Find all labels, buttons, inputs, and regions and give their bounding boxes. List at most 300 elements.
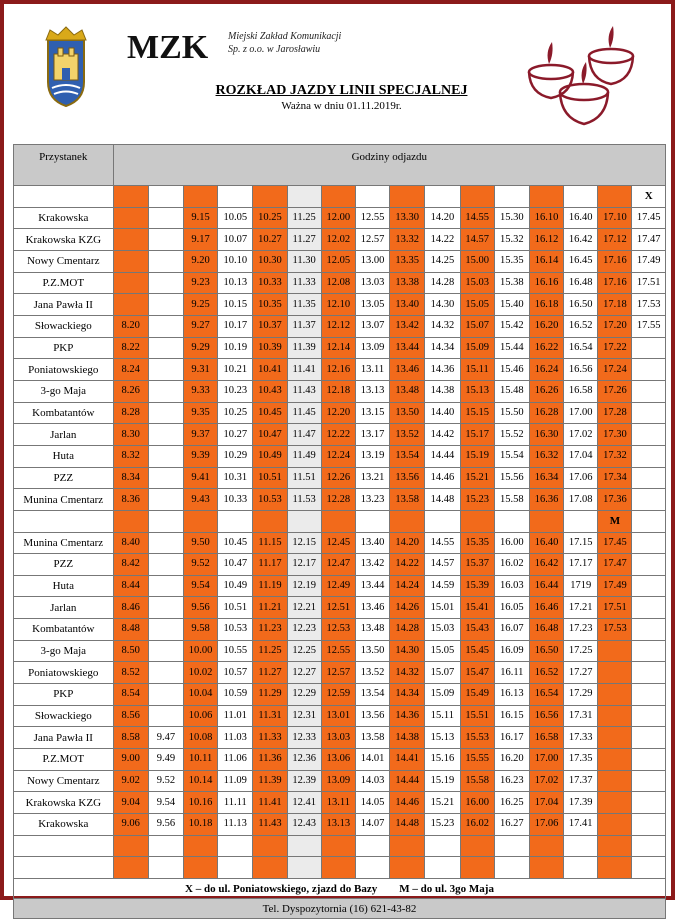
time-cell: 13.54 [355, 684, 389, 706]
time-cell: 16.00 [460, 792, 494, 814]
time-cell: 11.45 [287, 402, 321, 424]
time-cell [632, 467, 666, 489]
table-row [14, 575, 666, 597]
time-cell: 11.33 [253, 727, 287, 749]
time-cell: 11.27 [287, 229, 321, 251]
time-cell: 14.38 [425, 380, 460, 402]
mzk-logo [125, 28, 225, 64]
time-cell: 15.30 [494, 207, 529, 229]
time-cell: 11.21 [253, 597, 287, 619]
time-cell: 12.55 [321, 640, 355, 662]
time-cell: 16.26 [529, 380, 563, 402]
time-cell: 16.48 [529, 619, 563, 641]
time-cell: 11.47 [287, 424, 321, 446]
time-cell: 14.22 [425, 229, 460, 251]
time-cell: 13.09 [355, 337, 389, 359]
time-cell: 13.23 [355, 489, 389, 511]
time-cell: 15.53 [460, 727, 494, 749]
time-cell: 14.36 [425, 359, 460, 381]
time-cell: 17.29 [564, 684, 598, 706]
time-cell [148, 380, 183, 402]
time-cell: 17.21 [564, 597, 598, 619]
time-cell: 17.39 [564, 792, 598, 814]
time-cell [113, 272, 148, 294]
time-cell: 12.28 [321, 489, 355, 511]
time-cell: 15.43 [460, 619, 494, 641]
time-cell: 15.47 [460, 662, 494, 684]
time-cell: 17.33 [564, 727, 598, 749]
time-cell [632, 359, 666, 381]
time-cell: 15.19 [425, 770, 460, 792]
time-cell: 10.33 [253, 272, 287, 294]
time-cell: 16.44 [529, 575, 563, 597]
company-line-1: Miejski Zakład Komunikacji [228, 31, 342, 42]
marker-cell [113, 186, 148, 208]
validity-date: Ważna w dniu 01.11.2019r. [281, 100, 402, 112]
time-cell: 12.47 [321, 554, 355, 576]
time-cell: 9.56 [148, 814, 183, 836]
time-cell: 13.40 [355, 532, 389, 554]
stop-name: PZZ [14, 467, 114, 489]
time-cell: 16.15 [494, 705, 529, 727]
time-cell: 16.50 [529, 640, 563, 662]
time-cell [632, 445, 666, 467]
time-cell [632, 380, 666, 402]
marker-cell [113, 510, 148, 532]
stop-name: Nowy Cmentarz [14, 770, 114, 792]
time-cell: 13.00 [355, 250, 389, 272]
time-cell: 13.56 [355, 705, 389, 727]
times-column-header: Godziny odjazdu [113, 145, 665, 186]
time-cell: 17.16 [598, 250, 632, 272]
time-cell: 15.07 [425, 662, 460, 684]
time-cell: 14.48 [390, 814, 425, 836]
time-cell [148, 402, 183, 424]
empty-cell [632, 835, 666, 857]
time-cell: 10.37 [253, 315, 287, 337]
time-cell: 10.27 [253, 229, 287, 251]
time-cell: 12.16 [321, 359, 355, 381]
time-cell: 16.13 [494, 684, 529, 706]
time-cell: 15.55 [460, 749, 494, 771]
time-cell [113, 207, 148, 229]
table-row [14, 207, 666, 229]
time-cell: 12.02 [321, 229, 355, 251]
time-cell [632, 337, 666, 359]
time-cell: 15.13 [425, 727, 460, 749]
time-cell [632, 619, 666, 641]
time-cell: 12.25 [287, 640, 321, 662]
time-cell: 8.20 [113, 315, 148, 337]
time-cell: 11.35 [287, 294, 321, 316]
stop-column-header: Przystanek [14, 145, 114, 186]
empty-cell [425, 835, 460, 857]
table-row [14, 749, 666, 771]
marker-cell [355, 186, 389, 208]
stop-name: PZZ [14, 554, 114, 576]
time-cell: 16.28 [529, 402, 563, 424]
marker-cell [321, 510, 355, 532]
empty-cell [425, 857, 460, 879]
time-cell: 12.00 [321, 207, 355, 229]
time-cell: 12.29 [287, 684, 321, 706]
time-cell: 14.32 [425, 315, 460, 337]
time-cell: 11.33 [287, 272, 321, 294]
time-cell: 10.23 [218, 380, 253, 402]
time-cell: 11.43 [253, 814, 287, 836]
time-cell: 15.49 [460, 684, 494, 706]
stop-name: Krakowska [14, 814, 114, 836]
marker-cell [564, 510, 598, 532]
time-cell: 17.45 [598, 532, 632, 554]
marker-cell [460, 510, 494, 532]
stop-name: Jana Pawła II [14, 727, 114, 749]
time-cell: 9.20 [183, 250, 217, 272]
time-cell: 15.09 [425, 684, 460, 706]
time-cell: 10.59 [218, 684, 253, 706]
time-cell [148, 467, 183, 489]
empty-cell [113, 857, 148, 879]
stop-name: Nowy Cmentarz [14, 250, 114, 272]
time-cell: 11.43 [287, 380, 321, 402]
company-line-2: Sp. z o.o. w Jarosławiu [228, 44, 321, 55]
empty-cell [390, 857, 425, 879]
marker-cell [287, 186, 321, 208]
time-cell: 17.18 [598, 294, 632, 316]
time-cell: 15.11 [425, 705, 460, 727]
table-row [14, 619, 666, 641]
time-cell [148, 229, 183, 251]
time-cell: 13.42 [390, 315, 425, 337]
time-cell [632, 727, 666, 749]
empty-cell [564, 835, 598, 857]
empty-cell [253, 835, 287, 857]
empty-cell [494, 835, 529, 857]
time-cell: 15.42 [494, 315, 529, 337]
time-cell: 16.42 [529, 554, 563, 576]
table-header-row [14, 145, 666, 186]
time-cell: 13.54 [390, 445, 425, 467]
stop-name: Jarlan [14, 424, 114, 446]
time-cell: 11.27 [253, 662, 287, 684]
time-cell: 17.08 [564, 489, 598, 511]
time-cell: 17.47 [598, 554, 632, 576]
time-cell: 12.55 [355, 207, 389, 229]
time-cell: 17.31 [564, 705, 598, 727]
table-row [14, 684, 666, 706]
time-cell: 11.37 [287, 315, 321, 337]
time-cell: 16.09 [494, 640, 529, 662]
time-cell: 12.53 [321, 619, 355, 641]
time-cell: 10.29 [218, 445, 253, 467]
time-cell: 16.58 [564, 380, 598, 402]
time-cell: 14.36 [390, 705, 425, 727]
time-cell: 8.36 [113, 489, 148, 511]
time-cell: 11.29 [253, 684, 287, 706]
time-cell: 9.29 [183, 337, 217, 359]
time-cell: 15.21 [460, 467, 494, 489]
table-row [14, 489, 666, 511]
time-cell: 11.49 [287, 445, 321, 467]
time-cell: 13.35 [390, 250, 425, 272]
marker-cell [183, 510, 217, 532]
time-cell [148, 445, 183, 467]
table-row [14, 229, 666, 251]
marker-cell [494, 510, 529, 532]
time-cell: 15.54 [494, 445, 529, 467]
empty-cell [287, 857, 321, 879]
stop-name: Huta [14, 575, 114, 597]
time-cell: 16.12 [529, 229, 563, 251]
time-cell [598, 640, 632, 662]
time-cell: 16.46 [529, 597, 563, 619]
time-cell: 10.17 [218, 315, 253, 337]
time-cell: 15.15 [460, 402, 494, 424]
time-cell: 15.44 [494, 337, 529, 359]
phone-row [14, 899, 666, 919]
time-cell: 15.23 [425, 814, 460, 836]
time-cell: 9.17 [183, 229, 217, 251]
svg-text:MZK: MZK [127, 29, 209, 64]
time-cell: 15.13 [460, 380, 494, 402]
time-cell: 12.49 [321, 575, 355, 597]
time-cell: 8.32 [113, 445, 148, 467]
stop-name: Jarlan [14, 597, 114, 619]
stop-name: PKP [14, 684, 114, 706]
time-cell: 11.39 [287, 337, 321, 359]
time-cell: 15.05 [425, 640, 460, 662]
empty-cell [113, 835, 148, 857]
time-cell: 14.32 [390, 662, 425, 684]
time-cell: 9.37 [183, 424, 217, 446]
table-row [14, 532, 666, 554]
time-cell: 8.44 [113, 575, 148, 597]
time-cell: 16.17 [494, 727, 529, 749]
time-cell: 12.18 [321, 380, 355, 402]
schedule-title: ROZKŁAD JAZDY LINII SPECJALNEJ [215, 83, 468, 98]
table-row [14, 445, 666, 467]
time-cell: 13.44 [390, 337, 425, 359]
marker-cell [390, 186, 425, 208]
marker-cell [425, 510, 460, 532]
stop-name: P.Z.MOT [14, 272, 114, 294]
time-cell: 12.45 [321, 532, 355, 554]
time-cell: 16.25 [494, 792, 529, 814]
time-cell: 17.41 [564, 814, 598, 836]
time-cell: 13.46 [355, 597, 389, 619]
time-cell: 16.52 [564, 315, 598, 337]
time-cell: 11.17 [253, 554, 287, 576]
company-name [228, 30, 341, 56]
time-cell: 13.06 [321, 749, 355, 771]
time-cell [148, 250, 183, 272]
time-cell [148, 619, 183, 641]
time-cell: 16.27 [494, 814, 529, 836]
marker-cell [355, 510, 389, 532]
time-cell: 16.52 [529, 662, 563, 684]
time-cell: 10.07 [218, 229, 253, 251]
time-cell: 16.02 [460, 814, 494, 836]
time-cell: 8.46 [113, 597, 148, 619]
time-cell: 11.13 [218, 814, 253, 836]
time-cell: 13.07 [355, 315, 389, 337]
table-row [14, 705, 666, 727]
stop-name: 3-go Maja [14, 380, 114, 402]
time-cell [632, 770, 666, 792]
time-cell: 16.42 [564, 229, 598, 251]
time-cell: 11.25 [287, 207, 321, 229]
time-cell: 10.27 [218, 424, 253, 446]
time-cell: 16.14 [529, 250, 563, 272]
stop-cell-empty [14, 186, 114, 208]
time-cell: 15.35 [460, 532, 494, 554]
time-cell: 17.30 [598, 424, 632, 446]
time-cell: 14.55 [460, 207, 494, 229]
stop-name: Słowackiego [14, 315, 114, 337]
time-cell: 8.48 [113, 619, 148, 641]
time-cell: 16.18 [529, 294, 563, 316]
time-cell [632, 662, 666, 684]
time-cell: 14.42 [425, 424, 460, 446]
time-cell [148, 272, 183, 294]
time-cell: 10.43 [253, 380, 287, 402]
time-cell: 17.15 [564, 532, 598, 554]
time-cell [148, 359, 183, 381]
time-cell: 15.35 [494, 250, 529, 272]
time-cell: 14.26 [390, 597, 425, 619]
time-cell: 9.47 [148, 727, 183, 749]
time-cell: 15.56 [494, 467, 529, 489]
time-cell: 13.30 [390, 207, 425, 229]
time-cell [148, 662, 183, 684]
marker-cell [564, 186, 598, 208]
time-cell: 17.22 [598, 337, 632, 359]
marker-cell [598, 186, 632, 208]
marker-cell [218, 510, 253, 532]
time-cell: 10.39 [253, 337, 287, 359]
empty-cell [148, 835, 183, 857]
marker-cell [529, 510, 563, 532]
time-cell [148, 207, 183, 229]
time-cell: 11.51 [287, 467, 321, 489]
time-cell: 10.33 [218, 489, 253, 511]
time-cell: 13.50 [355, 640, 389, 662]
time-cell: 15.19 [460, 445, 494, 467]
table-row [14, 272, 666, 294]
time-cell: 13.19 [355, 445, 389, 467]
time-cell: 16.56 [564, 359, 598, 381]
time-cell [598, 749, 632, 771]
empty-cell [632, 857, 666, 879]
time-cell: 15.52 [494, 424, 529, 446]
time-cell: 9.56 [183, 597, 217, 619]
time-cell: 15.46 [494, 359, 529, 381]
time-cell [113, 294, 148, 316]
time-cell: 13.42 [355, 554, 389, 576]
time-cell [113, 229, 148, 251]
time-cell [148, 294, 183, 316]
time-cell: 10.35 [253, 294, 287, 316]
table-row [14, 359, 666, 381]
time-cell: 14.28 [390, 619, 425, 641]
table-row [14, 554, 666, 576]
time-cell: 17.17 [564, 554, 598, 576]
time-cell: 15.39 [460, 575, 494, 597]
time-cell: 13.13 [321, 814, 355, 836]
time-cell: 10.31 [218, 467, 253, 489]
time-cell: 12.51 [321, 597, 355, 619]
time-cell: 15.48 [494, 380, 529, 402]
time-cell: 13.38 [390, 272, 425, 294]
time-cell: 12.12 [321, 315, 355, 337]
time-cell [148, 705, 183, 727]
time-cell: 16.30 [529, 424, 563, 446]
time-cell: 11.03 [218, 727, 253, 749]
time-cell: 13.03 [355, 272, 389, 294]
time-cell: 16.23 [494, 770, 529, 792]
time-cell: 10.15 [218, 294, 253, 316]
table-row [14, 792, 666, 814]
time-cell: 14.05 [355, 792, 389, 814]
stop-name: Kombatantów [14, 619, 114, 641]
time-cell: 16.24 [529, 359, 563, 381]
time-cell: 11.01 [218, 705, 253, 727]
time-cell: 12.57 [355, 229, 389, 251]
time-cell: 16.20 [529, 315, 563, 337]
time-cell: 14.34 [425, 337, 460, 359]
time-cell: 9.31 [183, 359, 217, 381]
candles-decoration-icon [516, 14, 646, 139]
time-cell [148, 554, 183, 576]
empty-cell [598, 857, 632, 879]
time-cell: 15.40 [494, 294, 529, 316]
time-cell: 14.34 [390, 684, 425, 706]
stop-name: Kombatantów [14, 402, 114, 424]
time-cell: 12.39 [287, 770, 321, 792]
time-cell: 13.40 [390, 294, 425, 316]
marker-cell [390, 510, 425, 532]
time-cell: 13.09 [321, 770, 355, 792]
time-cell: 10.21 [218, 359, 253, 381]
time-cell: 15.38 [494, 272, 529, 294]
time-cell: 14.20 [390, 532, 425, 554]
empty-cell [183, 835, 217, 857]
time-cell: 9.39 [183, 445, 217, 467]
time-cell: 10.13 [218, 272, 253, 294]
time-cell [148, 315, 183, 337]
time-cell [148, 424, 183, 446]
time-cell: 16.20 [494, 749, 529, 771]
time-cell: 10.11 [183, 749, 217, 771]
marker-cell [218, 186, 253, 208]
time-cell: 8.28 [113, 402, 148, 424]
time-cell: 14.44 [425, 445, 460, 467]
time-cell: 11.41 [287, 359, 321, 381]
time-cell: 11.39 [253, 770, 287, 792]
time-cell: 10.47 [218, 554, 253, 576]
time-cell: 14.28 [425, 272, 460, 294]
empty-cell [494, 857, 529, 879]
time-cell: 8.56 [113, 705, 148, 727]
marker-cell [494, 186, 529, 208]
time-cell: 16.22 [529, 337, 563, 359]
time-cell: 8.30 [113, 424, 148, 446]
time-cell: 14.22 [390, 554, 425, 576]
time-cell: 10.45 [218, 532, 253, 554]
time-cell: 12.05 [321, 250, 355, 272]
time-cell: 9.58 [183, 619, 217, 641]
time-cell: 8.42 [113, 554, 148, 576]
